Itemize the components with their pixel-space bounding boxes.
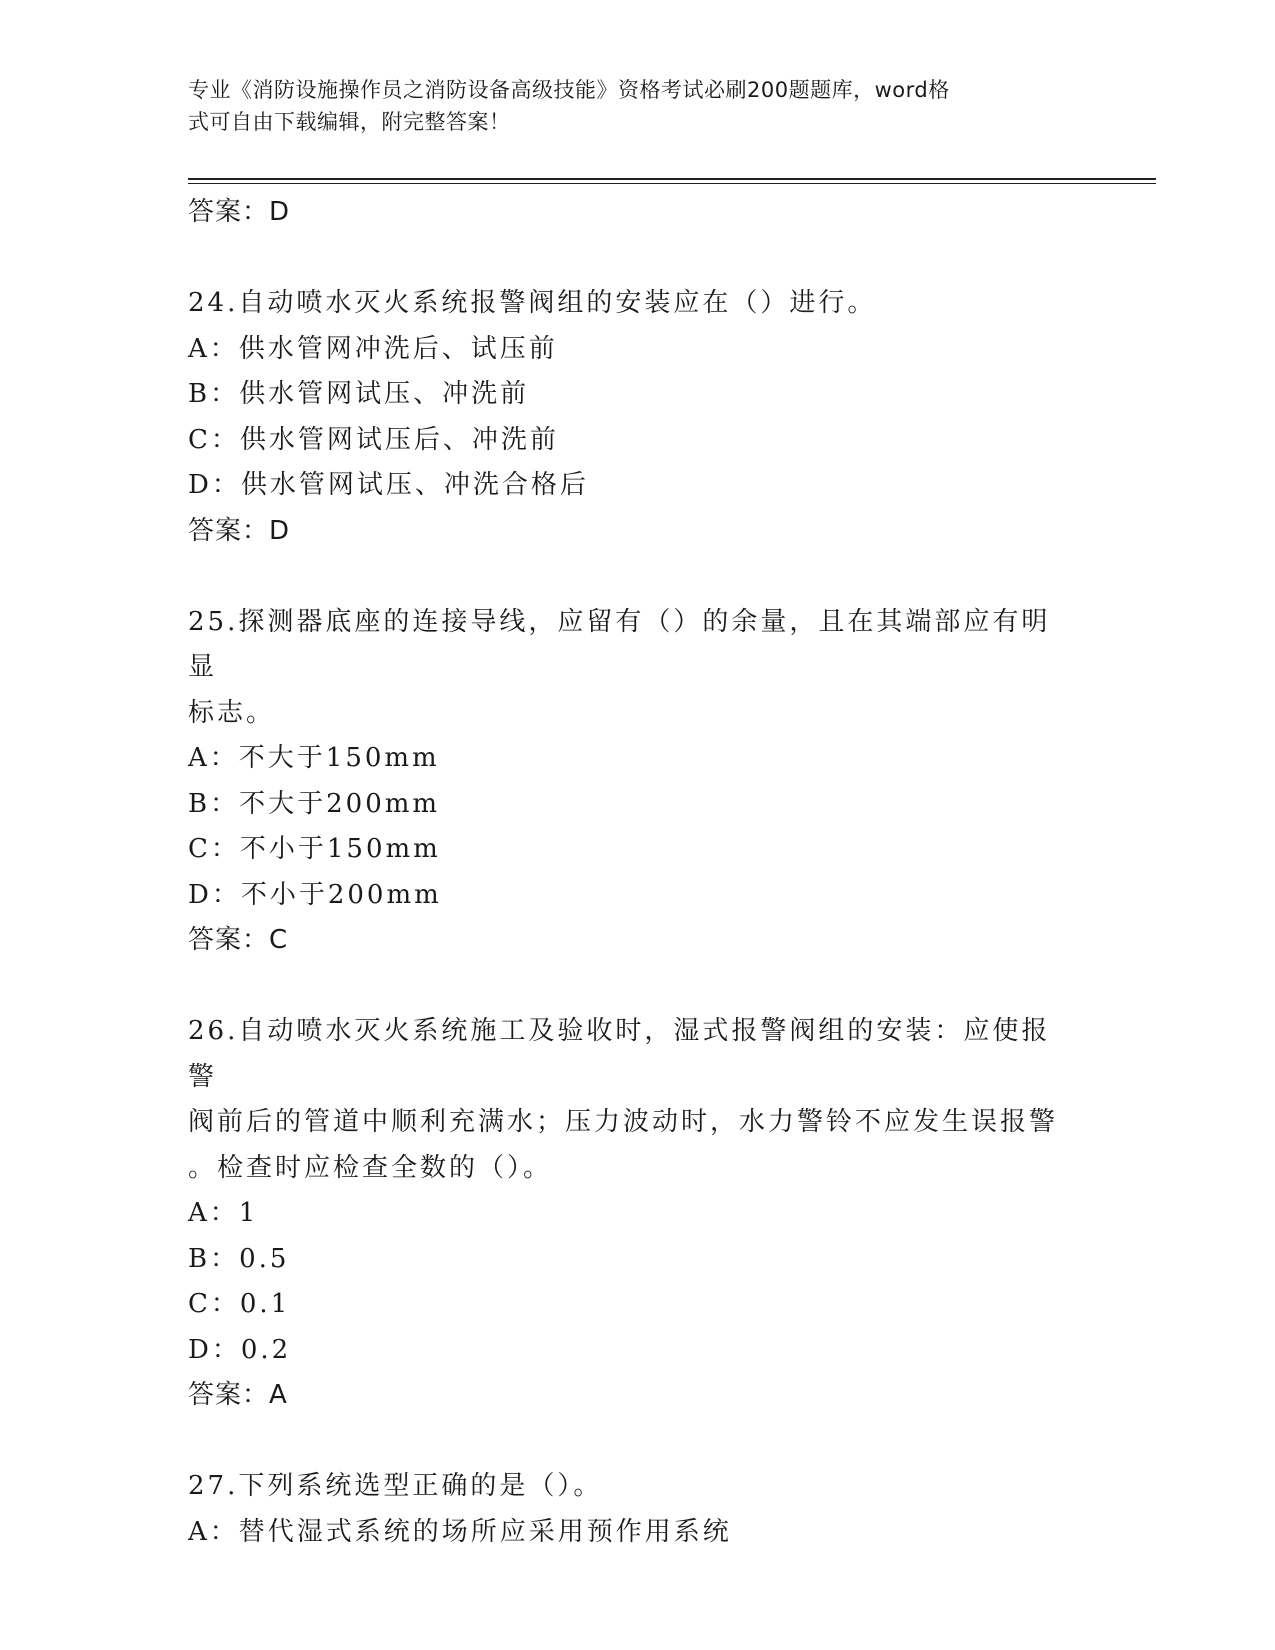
question-text-line: 标志。 <box>188 697 276 728</box>
previous-answer: 答案：D <box>188 197 291 227</box>
answer: 答案：A <box>188 1380 288 1410</box>
header-line-2: 式可自由下载编辑，附完整答案！ <box>188 110 511 134</box>
question-26 <box>188 1009 1088 1419</box>
option-a: A：供水管网冲洗后、试压前 <box>188 333 558 364</box>
header-divider-thick <box>188 178 1156 180</box>
question-text-line: 26.自动喷水灭火系统施工及验收时，湿式报警阀组的安装：应使报警 <box>188 1016 1051 1092</box>
option-a: A：不大于150mm <box>188 743 440 773</box>
question-text-line: 25.探测器底座的连接导线，应留有（）的余量，且在其端部应有明显 <box>188 606 1051 682</box>
header-divider-thin <box>188 183 1156 184</box>
header-line-1: 专业《消防设施操作员之消防设备高级技能》资格考试必刷200题题库，word格 <box>188 78 950 102</box>
question-24 <box>188 281 1088 554</box>
spacer <box>188 236 1088 282</box>
option-a: A：替代湿式系统的场所应采用预作用系统 <box>188 1516 732 1547</box>
question-25 <box>188 600 1088 964</box>
answer: 答案：C <box>188 925 289 955</box>
option-c: C：0.1 <box>188 1289 291 1319</box>
option-d: D：供水管网试压、冲洗合格后 <box>188 470 589 500</box>
option-d: D：不小于200mm <box>188 879 442 910</box>
spacer <box>188 554 1088 600</box>
option-c: C：不小于150mm <box>188 834 441 864</box>
question-text: 24.自动喷水灭火系统报警阀组的安装应在（）进行。 <box>188 288 877 318</box>
option-b: B：供水管网试压、冲洗前 <box>188 379 530 409</box>
answer: 答案：D <box>188 515 291 546</box>
spacer <box>188 964 1088 1010</box>
document-header <box>188 74 1068 138</box>
option-c: C：供水管网试压后、冲洗前 <box>188 424 559 455</box>
question-content <box>188 190 1088 1555</box>
spacer <box>188 1419 1088 1465</box>
option-b: B：不大于200mm <box>188 788 441 819</box>
option-b: B：0.5 <box>188 1243 290 1274</box>
question-text-line: 阀前后的管道中顺利充满水；压力波动时，水力警铃不应发生误报警 <box>188 1107 1059 1137</box>
option-d: D：0.2 <box>188 1334 292 1365</box>
question-27 <box>188 1464 1088 1555</box>
question-text-line: 。检查时应检查全数的（）。 <box>188 1152 553 1183</box>
option-a: A：1 <box>188 1198 259 1228</box>
question-text: 27.下列系统选型正确的是（）。 <box>188 1471 603 1501</box>
